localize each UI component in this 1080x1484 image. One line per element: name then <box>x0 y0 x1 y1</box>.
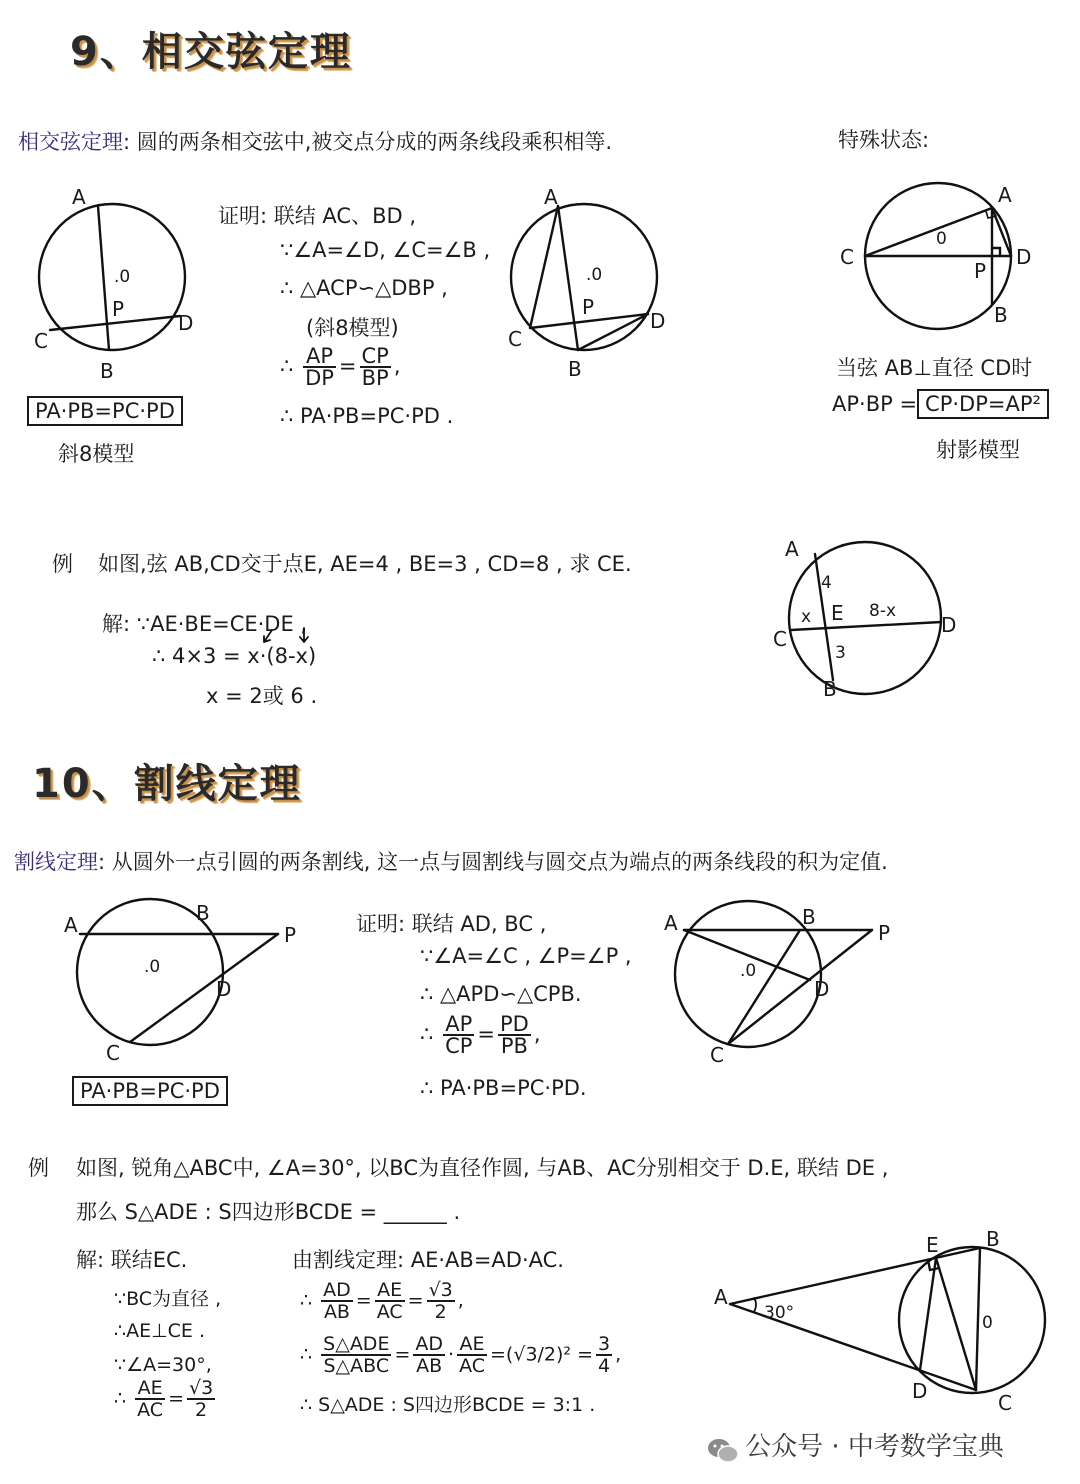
s9-fig2-label-b: B <box>568 357 582 381</box>
s10-right-line-4: ∴ S△ADE : S四边形BCDE = 3:1 . <box>300 1394 596 1416</box>
s9-figure-1 <box>20 180 200 390</box>
s10-ex-label-e: E <box>926 1233 939 1257</box>
s10-solution-1: 解: 联结EC. <box>76 1248 188 1272</box>
s9-fig2-chord-ab <box>558 206 578 350</box>
s9-proof-line-2: ∵∠A=∠D, ∠C=∠B , <box>280 238 491 262</box>
s9-fig2-label-c: C <box>508 327 522 351</box>
s10-proof-line-1: 证明: 联结 AD, BC , <box>356 912 547 936</box>
s10-ex-label-c: C <box>998 1391 1012 1415</box>
s9-fig3-label-b: B <box>994 303 1008 327</box>
s10-proof-line-3: ∴ △APD∽△CPB. <box>420 982 582 1006</box>
s10-fig2-label-p: P <box>878 921 891 945</box>
s9-definition-text: : 圆的两条相交弦中,被交点分成的两条线段乘积相等. <box>123 130 613 154</box>
s9-example-solution-2: ∴ 4×3 = x·(8-x) <box>152 644 317 668</box>
s10-fig1-label-o: .0 <box>144 957 161 977</box>
s9-ex-label-4: 4 <box>821 573 832 593</box>
s9-fig3-label-o: 0 <box>936 229 947 249</box>
s9-example-solution-1: 解: ∵AE·BE=CE·DE , <box>102 612 308 636</box>
s9-ex-label-8-x: 8-x <box>869 601 897 621</box>
section-10-title: 10、割线定理 <box>32 761 302 807</box>
s9-ex-circle <box>789 542 941 694</box>
s9-fig3-label-a: A <box>998 183 1012 207</box>
s10-fig2-line-bc <box>728 930 800 1044</box>
s10-solution-5: ∴ $\frac{AE}{AC}$ = $\frac{√3}{2}$ <box>114 1377 214 1421</box>
s10-ex-line-ec <box>936 1258 976 1390</box>
watermark-text: 公众号 · 中考数学宝典 <box>745 1432 1004 1462</box>
s9-fig1-label-a: A <box>72 185 86 209</box>
s10-example-question-2: 那么 S△ADE : S四边形BCDE = ______ . <box>76 1200 461 1224</box>
s9-ex-label-c: C <box>773 627 787 651</box>
s10-ex-label-b: B <box>986 1227 1000 1251</box>
s10-definition-text: : 从圆外一点引圆的两条割线, 这一点与圆割线与圆交点为端点的两条线段的积为定值. <box>98 850 888 874</box>
s10-ex-label-angle: 30° <box>764 1303 795 1323</box>
s9-fig1-chord-ab <box>98 206 109 350</box>
s9-example-arrows <box>250 626 330 650</box>
s10-right-line-2: ∴ $\frac{AD}{AB}$ = $\frac{AE}{AC}$ = $\frac{√3}{2}$ , <box>300 1279 464 1323</box>
s9-proof-line-6: ∴ PA·PB=PC·PD . <box>280 404 454 428</box>
s9-proof-line-5: ∴ $\frac{AP}{DP}$ = $\frac{CP}{BP}$ , <box>280 344 401 390</box>
s10-figure-2 <box>660 900 910 1070</box>
s9-fig2-label-p: P <box>582 295 595 319</box>
s10-fig1-label-a: A <box>64 913 78 937</box>
s10-right-line-1: 由割线定理: AE·AB=AD·AC. <box>292 1248 564 1272</box>
s9-example-question: 如图,弦 AB,CD交于点E, AE=4 , BE=3 , CD=8 , 求 CE. <box>98 552 632 576</box>
s9-definition-key: 相交弦定理 <box>18 130 123 154</box>
s9-special-line-1: 当弦 AB⊥直径 CD时 <box>836 356 1033 380</box>
s9-ex-label-3: 3 <box>835 643 846 663</box>
s9-special-label: 射影模型 <box>936 438 1020 462</box>
s9-special-heading: 特殊状态: <box>838 128 930 152</box>
s10-example-question-1: 如图, 锐角△ABC中, ∠A=30°, 以BC为直径作圆, 与AB、AC分别相交于 D.E, 联结 DE , <box>76 1156 889 1180</box>
s9-ex-label-a: A <box>785 537 799 561</box>
s10-proof-line-2: ∵∠A=∠C , ∠P=∠P , <box>420 944 632 968</box>
s9-proof-line-4: (斜8模型) <box>306 316 399 340</box>
s10-fig1-label-d: D <box>216 977 232 1001</box>
s9-fig2-label-d: D <box>650 309 666 333</box>
s10-fig1-label-c: C <box>106 1041 120 1065</box>
wechat-icon <box>706 1436 740 1466</box>
s10-ex-diameter-bc <box>976 1248 980 1390</box>
s9-ex-label-b: B <box>823 677 837 701</box>
s10-formula-box: PA·PB=PC·PD <box>72 1076 228 1106</box>
s10-solution-3: ∴AE⊥CE . <box>114 1320 205 1342</box>
s9-proof-line-3: ∴ △ACP∽△DBP , <box>280 276 448 300</box>
s10-proof-line-5: ∴ PA·PB=PC·PD. <box>420 1076 587 1100</box>
s10-ex-label-d: D <box>912 1379 928 1403</box>
s9-fig3-label-p: P <box>974 259 987 283</box>
s10-fig2-label-d: D <box>814 977 830 1001</box>
s10-example-figure <box>710 1226 1020 1416</box>
s10-definition-key: 割线定理 <box>14 850 98 874</box>
s10-fig2-label-o: .0 <box>740 961 757 981</box>
s9-fig2-label-o: .0 <box>586 265 603 285</box>
s9-fig2-label-a: A <box>544 185 558 209</box>
s9-fig1-label-o: .0 <box>114 267 131 287</box>
s10-fig1-label-p: P <box>284 923 297 947</box>
s10-ex-label-o: 0 <box>982 1313 993 1333</box>
s9-example-figure <box>765 530 985 705</box>
s10-figure-1 <box>60 900 310 1070</box>
s9-example-solution-3: x = 2或 6 . <box>206 684 318 708</box>
s9-special-formula-box: CP·DP=AP² <box>917 389 1049 419</box>
s10-definition <box>14 846 888 876</box>
s10-fig2-label-a: A <box>664 911 678 935</box>
s10-solution-2: ∵BC为直径 , <box>114 1288 222 1310</box>
s10-fig2-label-c: C <box>710 1043 724 1067</box>
s9-example-tag: 例 <box>52 552 73 576</box>
s10-right-line-3: ∴ $\frac{\text{S△ADE}}{\text{S△ABC}}$ = $\frac{AD}{AB}$ · $\frac{AE}{AC}$ =(√3/2)² = $\frac{3}{4}$ , <box>300 1333 622 1377</box>
s9-ex-label-x: x <box>801 607 812 627</box>
s9-fig1-label-d: D <box>178 311 194 335</box>
s9-proof-line-1: 证明: 联结 AC、BD , <box>218 204 417 228</box>
s9-ex-label-d: D <box>941 613 957 637</box>
s9-figure-3 <box>830 170 1050 340</box>
s9-fig1-label-p: P <box>112 297 125 321</box>
s9-definition <box>18 126 612 156</box>
s9-formula-box: PA·PB=PC·PD <box>27 396 183 426</box>
s10-ex-line-de <box>920 1258 936 1370</box>
s9-fig1-label-b: B <box>100 359 114 383</box>
s9-model-label: 斜8模型 <box>58 442 135 466</box>
s10-fig1-label-b: B <box>196 901 210 925</box>
s10-proof-line-4: ∴ $\frac{AP}{CP}$ = $\frac{PD}{PB}$ , <box>420 1012 541 1058</box>
s10-solution-4: ∵∠A=30°, <box>114 1354 212 1376</box>
s9-special-line-2: AP·BP = CP·DP=AP² <box>832 392 1049 416</box>
s10-ex-label-a: A <box>714 1285 728 1309</box>
section-9-title: 9、相交弦定理 <box>70 29 352 75</box>
s10-example-tag: 例 <box>28 1156 49 1180</box>
s9-fig3-line-ac <box>865 208 992 256</box>
s9-ex-chord-cd <box>791 622 941 630</box>
s9-fig1-label-c: C <box>34 329 48 353</box>
s9-ex-label-e: E <box>831 601 844 625</box>
watermark <box>706 1426 1004 1466</box>
s10-fig1-secant-cd <box>130 934 278 1042</box>
s9-fig3-label-c: C <box>840 245 854 269</box>
s10-ex-angle-arc-a <box>754 1298 756 1312</box>
s10-fig2-label-b: B <box>802 905 816 929</box>
s9-figure-2 <box>500 180 680 390</box>
s9-fig3-label-d: D <box>1016 245 1032 269</box>
